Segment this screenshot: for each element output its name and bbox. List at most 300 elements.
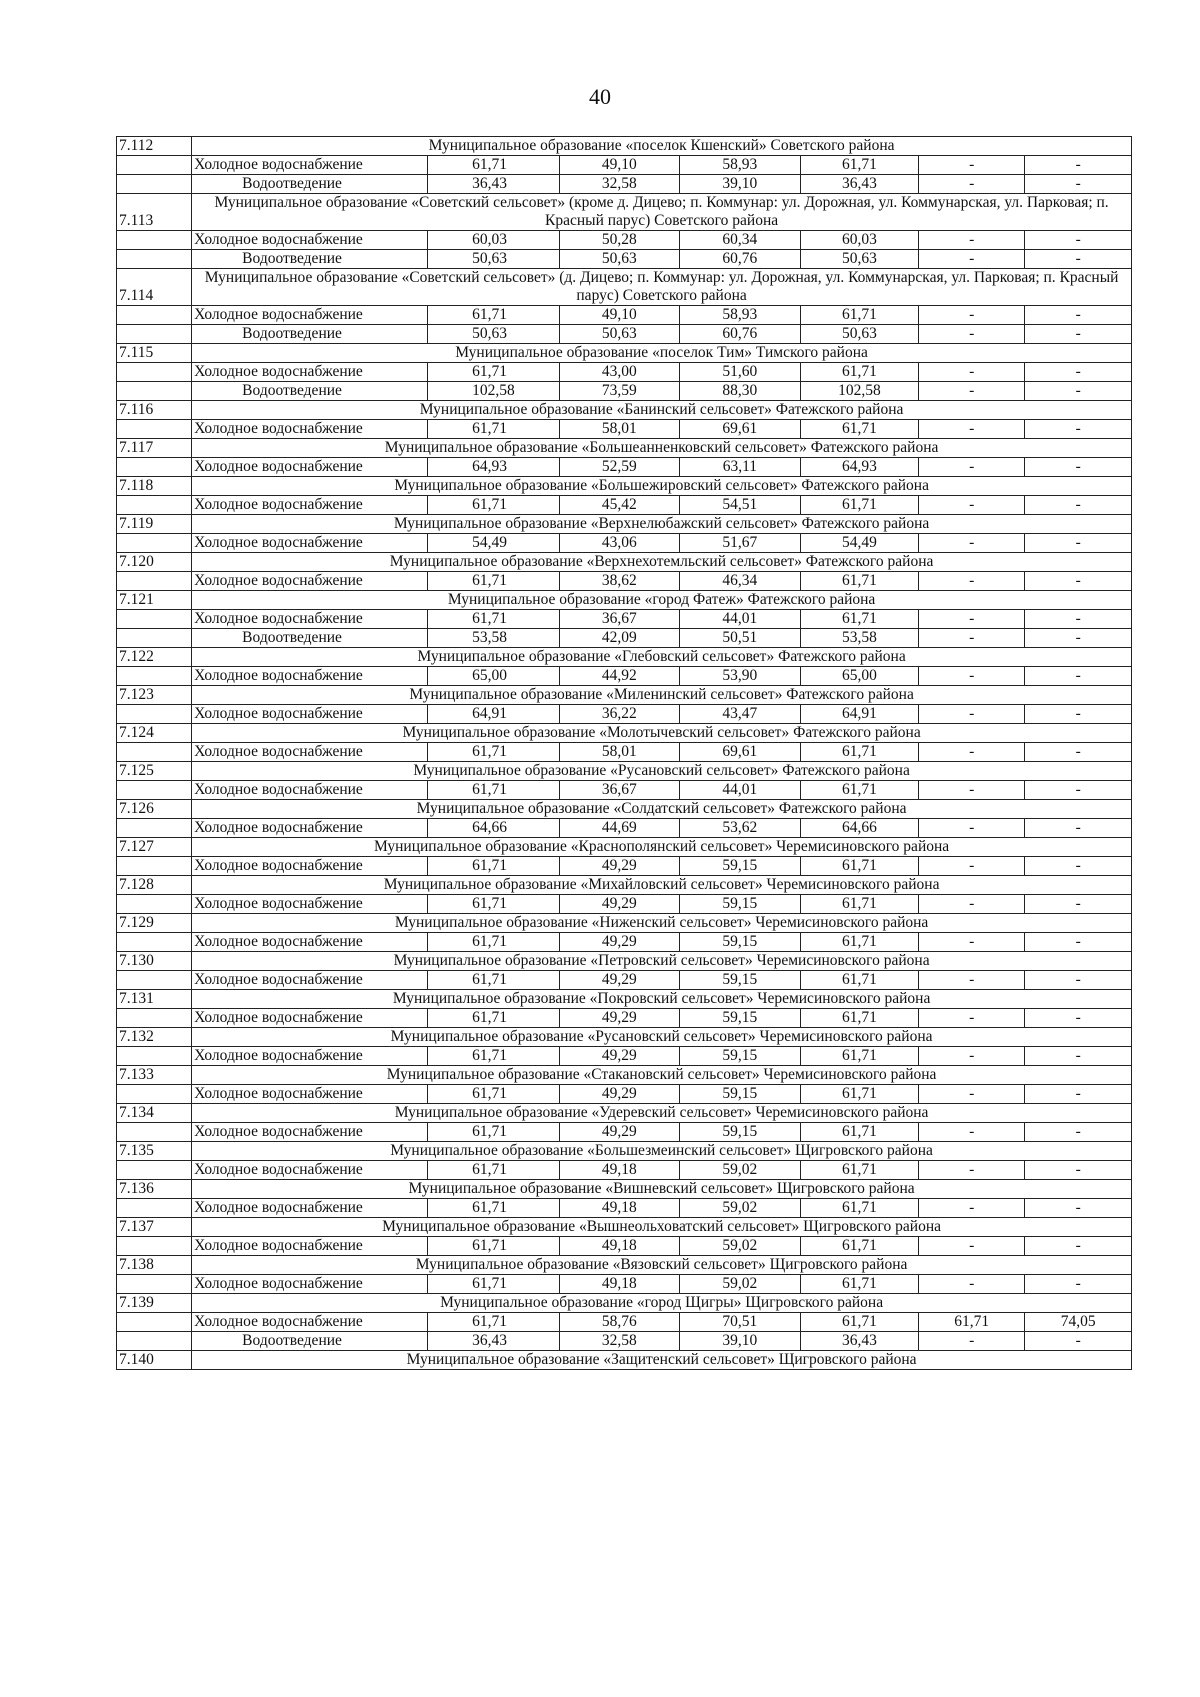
tariff-value: 61,71 (800, 1313, 918, 1332)
tariff-value: 61,71 (428, 971, 560, 990)
entry-title: Муниципальное образование «город Щигры» Щигровского района (192, 1294, 1132, 1313)
tariff-row (117, 781, 1132, 800)
tariff-value: 36,43 (800, 1332, 918, 1351)
tariff-value: - (918, 363, 1025, 382)
tariff-value: 61,71 (428, 895, 560, 914)
service-name: Водоотведение (192, 382, 428, 401)
entry-title-row (117, 876, 1132, 895)
tariff-row (117, 363, 1132, 382)
row-number-empty (117, 610, 192, 629)
tariff-value: - (1025, 667, 1132, 686)
tariff-value: 61,71 (800, 420, 918, 439)
row-number-empty (117, 705, 192, 724)
tariff-value: 53,90 (679, 667, 800, 686)
tariff-value: 43,00 (559, 363, 679, 382)
service-name: Холодное водоснабжение (192, 572, 428, 591)
tariff-value: - (918, 1275, 1025, 1294)
tariff-value: - (918, 1237, 1025, 1256)
row-number-empty (117, 572, 192, 591)
tariff-value: 32,58 (559, 1332, 679, 1351)
tariff-value: - (1025, 857, 1132, 876)
tariff-value: 61,71 (428, 933, 560, 952)
tariff-value: 50,51 (679, 629, 800, 648)
tariff-value: 61,71 (918, 1313, 1025, 1332)
service-name: Холодное водоснабжение (192, 705, 428, 724)
tariff-row (117, 306, 1132, 325)
tariff-row (117, 1047, 1132, 1066)
row-number-empty (117, 534, 192, 553)
tariff-value: 44,69 (559, 819, 679, 838)
tariff-row (117, 1237, 1132, 1256)
tariff-value: 42,09 (559, 629, 679, 648)
service-name: Холодное водоснабжение (192, 496, 428, 515)
entry-number: 7.135 (117, 1142, 192, 1161)
tariff-row (117, 971, 1132, 990)
tariff-value: 53,58 (428, 629, 560, 648)
service-name: Холодное водоснабжение (192, 1009, 428, 1028)
entry-title: Муниципальное образование «Советский сельсовет» (д. Дицево; п. Коммунар: ул. Дорожная, ул. Коммунарская, ул. Парковая; п. Красный парус) Советского района (192, 269, 1132, 306)
tariff-row (117, 933, 1132, 952)
tariff-value: - (918, 420, 1025, 439)
tariff-value: - (918, 458, 1025, 477)
entry-title-row (117, 686, 1132, 705)
entry-title: Муниципальное образование «Удеревский сельсовет» Черемисиновского района (192, 1104, 1132, 1123)
tariff-value: 58,01 (559, 420, 679, 439)
entry-title-row (117, 401, 1132, 420)
tariff-value: - (918, 1047, 1025, 1066)
entry-number: 7.114 (117, 269, 192, 306)
service-name: Водоотведение (192, 629, 428, 648)
service-name: Холодное водоснабжение (192, 306, 428, 325)
entry-number: 7.126 (117, 800, 192, 819)
tariff-value: 59,02 (679, 1237, 800, 1256)
tariff-value: 49,18 (559, 1199, 679, 1218)
tariff-value: - (1025, 819, 1132, 838)
tariff-value: - (918, 1009, 1025, 1028)
service-name: Холодное водоснабжение (192, 610, 428, 629)
tariff-value: 53,62 (679, 819, 800, 838)
tariff-value: 61,71 (800, 1199, 918, 1218)
entry-title-row (117, 1256, 1132, 1275)
entry-title: Муниципальное образование «Защитенский сельсовет» Щигровского района (192, 1351, 1132, 1370)
tariff-row (117, 1009, 1132, 1028)
tariff-value: - (1025, 1009, 1132, 1028)
tariff-value: - (918, 629, 1025, 648)
tariff-row (117, 743, 1132, 762)
row-number-empty (117, 819, 192, 838)
row-number-empty (117, 629, 192, 648)
tariff-value: 49,29 (559, 895, 679, 914)
tariff-value: 61,71 (800, 1237, 918, 1256)
tariff-value: 61,71 (428, 781, 560, 800)
tariff-row (117, 1313, 1132, 1332)
entry-title-row (117, 800, 1132, 819)
service-name: Холодное водоснабжение (192, 667, 428, 686)
tariff-value: 60,03 (428, 231, 560, 250)
tariff-value: - (918, 1199, 1025, 1218)
entry-number: 7.117 (117, 439, 192, 458)
tariff-value: - (1025, 382, 1132, 401)
tariff-value: - (1025, 1085, 1132, 1104)
row-number-empty (117, 1123, 192, 1142)
entry-title: Муниципальное образование «Миленинский сельсовет» Фатежского района (192, 686, 1132, 705)
entry-title: Муниципальное образование «Вязовский сельсовет» Щигровского района (192, 1256, 1132, 1275)
entry-number: 7.112 (117, 137, 192, 156)
tariff-value: 64,66 (800, 819, 918, 838)
tariff-value: 61,71 (800, 895, 918, 914)
entry-title: Муниципальное образование «Покровский сельсовет» Черемисиновского района (192, 990, 1132, 1009)
tariff-value: 50,63 (559, 325, 679, 344)
tariff-value: - (1025, 781, 1132, 800)
entry-title-row (117, 515, 1132, 534)
tariff-value: - (918, 1085, 1025, 1104)
tariff-value: - (1025, 156, 1132, 175)
tariff-value: - (1025, 705, 1132, 724)
row-number-empty (117, 1009, 192, 1028)
tariff-value: - (918, 1332, 1025, 1351)
entry-title-row (117, 648, 1132, 667)
entry-number: 7.122 (117, 648, 192, 667)
entry-title: Муниципальное образование «Большеанненковский сельсовет» Фатежского района (192, 439, 1132, 458)
tariff-value: 61,71 (800, 781, 918, 800)
entry-number: 7.139 (117, 1294, 192, 1313)
tariff-row (117, 1275, 1132, 1294)
tariff-value: 59,15 (679, 971, 800, 990)
tariff-value: 60,34 (679, 231, 800, 250)
tariff-value: 61,71 (800, 496, 918, 515)
entry-number: 7.129 (117, 914, 192, 933)
tariff-value: 51,67 (679, 534, 800, 553)
entry-title: Муниципальное образование «Стакановский сельсовет» Черемисиновского района (192, 1066, 1132, 1085)
tariff-value: 69,61 (679, 420, 800, 439)
row-number-empty (117, 895, 192, 914)
entry-number: 7.115 (117, 344, 192, 363)
row-number-empty (117, 743, 192, 762)
tariff-row (117, 667, 1132, 686)
entry-title: Муниципальное образование «Банинский сельсовет» Фатежского района (192, 401, 1132, 420)
tariff-value: 46,34 (679, 572, 800, 591)
service-name: Холодное водоснабжение (192, 1123, 428, 1142)
tariff-value: 69,61 (679, 743, 800, 762)
entry-number: 7.128 (117, 876, 192, 895)
tariff-value: - (1025, 1237, 1132, 1256)
tariff-row (117, 325, 1132, 344)
tariff-value: 58,93 (679, 156, 800, 175)
tariff-row (117, 458, 1132, 477)
tariff-value: 58,01 (559, 743, 679, 762)
tariff-value: 58,76 (559, 1313, 679, 1332)
tariff-value: 61,71 (428, 1199, 560, 1218)
tariff-value: 64,91 (800, 705, 918, 724)
entry-title-row (117, 477, 1132, 496)
row-number-empty (117, 933, 192, 952)
tariff-value: 54,51 (679, 496, 800, 515)
tariff-value: 61,71 (800, 971, 918, 990)
tariff-value: - (1025, 933, 1132, 952)
tariff-value: 39,10 (679, 1332, 800, 1351)
tariff-value: 64,91 (428, 705, 560, 724)
row-number-empty (117, 175, 192, 194)
tariff-value: 61,71 (428, 1047, 560, 1066)
tariff-value: 61,71 (428, 1009, 560, 1028)
tariff-value: - (1025, 572, 1132, 591)
tariff-value: 50,63 (800, 325, 918, 344)
entry-title: Муниципальное образование «город Фатеж» Фатежского района (192, 591, 1132, 610)
tariff-value: 64,93 (800, 458, 918, 477)
row-number-empty (117, 781, 192, 800)
tariff-value: 59,15 (679, 933, 800, 952)
entry-title-row (117, 553, 1132, 572)
entry-title-row (117, 1028, 1132, 1047)
row-number-empty (117, 325, 192, 344)
row-number-empty (117, 1313, 192, 1332)
row-number-empty (117, 1237, 192, 1256)
tariff-value: 59,15 (679, 1047, 800, 1066)
entry-title-row (117, 914, 1132, 933)
tariff-value: 73,59 (559, 382, 679, 401)
tariff-value: - (1025, 1332, 1132, 1351)
row-number-empty (117, 231, 192, 250)
service-name: Водоотведение (192, 175, 428, 194)
entry-title: Муниципальное образование «Глебовский сельсовет» Фатежского района (192, 648, 1132, 667)
tariff-value: 61,71 (428, 1085, 560, 1104)
row-number-empty (117, 156, 192, 175)
tariff-value: 44,92 (559, 667, 679, 686)
tariff-value: - (918, 781, 1025, 800)
tariff-value: 61,71 (800, 572, 918, 591)
tariff-value: 54,49 (428, 534, 560, 553)
tariff-row (117, 1123, 1132, 1142)
tariff-value: - (918, 250, 1025, 269)
service-name: Холодное водоснабжение (192, 363, 428, 382)
tariff-value: 61,71 (428, 156, 560, 175)
tariff-value: - (1025, 1123, 1132, 1142)
tariff-row (117, 496, 1132, 515)
entry-number: 7.132 (117, 1028, 192, 1047)
row-number-empty (117, 1161, 192, 1180)
tariff-value: 61,71 (428, 857, 560, 876)
entry-title-row (117, 137, 1132, 156)
row-number-empty (117, 1047, 192, 1066)
tariff-value: 61,71 (428, 1123, 560, 1142)
entry-title-row (117, 1066, 1132, 1085)
tariff-value: - (1025, 1275, 1132, 1294)
tariff-value: 51,60 (679, 363, 800, 382)
tariff-value: 65,00 (428, 667, 560, 686)
tariff-value: - (918, 325, 1025, 344)
tariff-row (117, 895, 1132, 914)
tariff-value: 49,29 (559, 971, 679, 990)
tariff-value: - (918, 610, 1025, 629)
entry-title-row (117, 194, 1132, 231)
entry-title: Муниципальное образование «Большежировский сельсовет» Фатежского района (192, 477, 1132, 496)
tariff-value: - (1025, 1047, 1132, 1066)
tariff-value: - (918, 306, 1025, 325)
entry-title-row (117, 591, 1132, 610)
tariff-value: 49,10 (559, 156, 679, 175)
tariff-value: - (918, 1123, 1025, 1142)
tariff-value: 61,71 (428, 1275, 560, 1294)
tariff-value: - (1025, 458, 1132, 477)
entry-title-row (117, 1351, 1132, 1370)
tariff-value: 64,66 (428, 819, 560, 838)
entry-title: Муниципальное образование «Петровский сельсовет» Черемисиновского района (192, 952, 1132, 971)
tariff-value: 45,42 (559, 496, 679, 515)
tariff-value: 36,43 (428, 175, 560, 194)
tariff-value: 61,71 (800, 1047, 918, 1066)
entry-number: 7.127 (117, 838, 192, 857)
tariff-value: 61,71 (800, 610, 918, 629)
service-name: Холодное водоснабжение (192, 534, 428, 553)
tariff-value: 61,71 (428, 743, 560, 762)
tariff-value: 36,22 (559, 705, 679, 724)
row-number-empty (117, 1199, 192, 1218)
tariff-row (117, 175, 1132, 194)
tariff-row (117, 629, 1132, 648)
tariff-value: - (918, 667, 1025, 686)
tariff-value: 60,76 (679, 250, 800, 269)
tariff-value: 36,43 (800, 175, 918, 194)
tariff-value: 59,15 (679, 1009, 800, 1028)
tariff-value: 38,62 (559, 572, 679, 591)
entry-title-row (117, 344, 1132, 363)
tariff-row (117, 231, 1132, 250)
entry-title-row (117, 990, 1132, 1009)
entry-number: 7.116 (117, 401, 192, 420)
entry-title: Муниципальное образование «Вышнеольховатский сельсовет» Щигровского района (192, 1218, 1132, 1237)
tariff-value: 50,63 (428, 325, 560, 344)
tariff-value: - (1025, 610, 1132, 629)
tariff-value: 61,71 (428, 1313, 560, 1332)
tariff-value: 52,59 (559, 458, 679, 477)
service-name: Холодное водоснабжение (192, 1237, 428, 1256)
tariff-row (117, 572, 1132, 591)
tariff-value: 36,67 (559, 781, 679, 800)
entry-title-row (117, 762, 1132, 781)
entry-title-row (117, 724, 1132, 743)
row-number-empty (117, 667, 192, 686)
tariff-value: 50,63 (559, 250, 679, 269)
tariff-row (117, 156, 1132, 175)
tariff-value: 49,29 (559, 1009, 679, 1028)
row-number-empty (117, 382, 192, 401)
row-number-empty (117, 458, 192, 477)
tariff-value: - (918, 705, 1025, 724)
service-name: Водоотведение (192, 250, 428, 269)
tariff-value: 61,71 (428, 1161, 560, 1180)
row-number-empty (117, 857, 192, 876)
service-name: Холодное водоснабжение (192, 743, 428, 762)
entry-number: 7.136 (117, 1180, 192, 1199)
service-name: Холодное водоснабжение (192, 1161, 428, 1180)
row-number-empty (117, 1275, 192, 1294)
tariff-value: - (1025, 325, 1132, 344)
tariff-value: - (1025, 534, 1132, 553)
tariff-row (117, 857, 1132, 876)
tariff-value: 49,10 (559, 306, 679, 325)
entry-number: 7.113 (117, 194, 192, 231)
tariff-value: 44,01 (679, 610, 800, 629)
tariff-row (117, 1161, 1132, 1180)
tariff-value: 59,02 (679, 1161, 800, 1180)
tariff-value: - (918, 231, 1025, 250)
page-number: 40 (589, 84, 611, 109)
tariff-value: 58,93 (679, 306, 800, 325)
tariff-value: - (918, 572, 1025, 591)
tariff-value: 49,18 (559, 1161, 679, 1180)
service-name: Холодное водоснабжение (192, 1047, 428, 1066)
entry-number: 7.134 (117, 1104, 192, 1123)
tariff-value: 49,29 (559, 1085, 679, 1104)
tariff-value: - (1025, 420, 1132, 439)
entry-title: Муниципальное образование «поселок Кшенский» Советского района (192, 137, 1132, 156)
tariff-value: 74,05 (1025, 1313, 1132, 1332)
tariff-value: 43,47 (679, 705, 800, 724)
tariff-value: 61,71 (800, 363, 918, 382)
entry-title: Муниципальное образование «Верхнехотемльский сельсовет» Фатежского района (192, 553, 1132, 572)
service-name: Холодное водоснабжение (192, 933, 428, 952)
tariff-value: 61,71 (428, 1237, 560, 1256)
tariff-value: - (1025, 250, 1132, 269)
row-number-empty (117, 971, 192, 990)
entry-number: 7.133 (117, 1066, 192, 1085)
tariff-value: - (918, 971, 1025, 990)
tariff-row (117, 610, 1132, 629)
tariff-value: 60,76 (679, 325, 800, 344)
tariff-value: 61,71 (428, 610, 560, 629)
tariff-value: 102,58 (800, 382, 918, 401)
entry-number: 7.118 (117, 477, 192, 496)
entry-title: Муниципальное образование «Краснополянский сельсовет» Черемисиновского района (192, 838, 1132, 857)
tariff-value: - (918, 857, 1025, 876)
entry-title: Муниципальное образование «Молотычевский сельсовет» Фатежского района (192, 724, 1132, 743)
entry-number: 7.121 (117, 591, 192, 610)
service-name: Холодное водоснабжение (192, 156, 428, 175)
row-number-empty (117, 496, 192, 515)
tariff-value: 49,29 (559, 933, 679, 952)
entry-number: 7.137 (117, 1218, 192, 1237)
entry-title-row (117, 1218, 1132, 1237)
tariff-row (117, 705, 1132, 724)
service-name: Холодное водоснабжение (192, 1199, 428, 1218)
entry-number: 7.138 (117, 1256, 192, 1275)
tariff-value: - (1025, 363, 1132, 382)
tariff-value: - (918, 933, 1025, 952)
tariff-value: - (1025, 1161, 1132, 1180)
tariff-row (117, 382, 1132, 401)
tariff-value: - (918, 175, 1025, 194)
row-number-empty (117, 420, 192, 439)
tariff-value: 61,71 (800, 1275, 918, 1294)
tariff-value: 44,01 (679, 781, 800, 800)
tariff-row (117, 1199, 1132, 1218)
tariff-value: 50,63 (428, 250, 560, 269)
entry-number: 7.125 (117, 762, 192, 781)
entry-title-row (117, 1142, 1132, 1161)
tariff-value: - (918, 156, 1025, 175)
tariff-value: - (1025, 175, 1132, 194)
entry-number: 7.119 (117, 515, 192, 534)
tariff-value: 64,93 (428, 458, 560, 477)
tariff-value: 49,29 (559, 1047, 679, 1066)
service-name: Холодное водоснабжение (192, 1085, 428, 1104)
service-name: Холодное водоснабжение (192, 458, 428, 477)
service-name: Холодное водоснабжение (192, 895, 428, 914)
entry-title: Муниципальное образование «Вишневский сельсовет» Щигровского района (192, 1180, 1132, 1199)
entry-title: Муниципальное образование «Ниженский сельсовет» Черемисиновского района (192, 914, 1132, 933)
service-name: Холодное водоснабжение (192, 819, 428, 838)
tariff-value: 61,71 (800, 1085, 918, 1104)
